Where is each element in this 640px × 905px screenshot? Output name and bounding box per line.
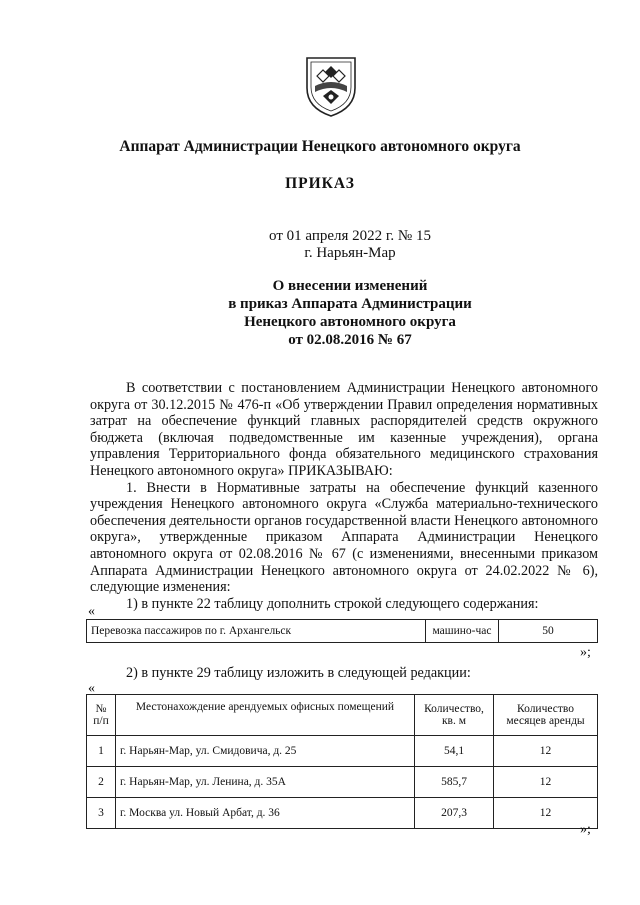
subject-line: в приказ Аппарата Администрации bbox=[228, 296, 472, 312]
table-row bbox=[87, 620, 598, 643]
order-body-2 bbox=[90, 665, 598, 682]
table-cell: 2 bbox=[87, 767, 116, 798]
document-type: ПРИКАЗ bbox=[285, 175, 355, 192]
table-cell: г. Нарьян-Мар, ул. Смидовича, д. 25 bbox=[116, 736, 415, 767]
table-row bbox=[87, 736, 598, 767]
order-city: г. Нарьян-Мар bbox=[304, 245, 396, 261]
table-cell: 50 bbox=[499, 620, 598, 643]
subject-line: О внесении изменений bbox=[272, 278, 428, 294]
paragraph-subitem-1: 1) в пункте 22 таблицу дополнить строкой следующего содержания: bbox=[126, 595, 539, 612]
organization-title: Аппарат Администрации Ненецкого автономного округа bbox=[119, 138, 521, 155]
table-cell: 207,3 bbox=[415, 798, 494, 829]
coat-of-arms-emblem bbox=[303, 52, 359, 118]
order-subject bbox=[30, 277, 640, 349]
quote-close: »; bbox=[580, 645, 591, 660]
quote-close: »; bbox=[580, 822, 591, 837]
order-date-number: от 01 апреля 2022 г. № 15 bbox=[269, 228, 431, 244]
table-cell: 12 bbox=[494, 798, 598, 829]
paragraph-preamble: В соответствии с постановлением Администрации Ненецкого автономного округа от 30.12.2015 № 476-п «Об утверждении Правил определения нормативных затрат на обеспечение функций главных распорядителей средств окружного бюджета (включая подведомственные им казенные учреждения), органа управления Территориального фонда обязательного медицинского страхования Ненецкого автономного округа» ПРИКАЗЫВАЮ: bbox=[90, 380, 598, 479]
paragraph-subitem-2: 2) в пункте 29 таблицу изложить в следующей редакции: bbox=[126, 665, 471, 681]
quote-open: « bbox=[88, 681, 95, 696]
table-cell: 585,7 bbox=[415, 767, 494, 798]
table-header-row bbox=[87, 695, 598, 736]
column-header: Количество месяцев аренды bbox=[494, 695, 598, 736]
table-cell: 12 bbox=[494, 736, 598, 767]
table-cell: 1 bbox=[87, 736, 116, 767]
table-cell: машино-час bbox=[426, 620, 499, 643]
table-row bbox=[87, 767, 598, 798]
order-body bbox=[90, 380, 598, 612]
column-header: Количество, кв. м bbox=[415, 695, 494, 736]
transport-table bbox=[86, 619, 598, 643]
column-header: Местонахождение арендуемых офисных помещений bbox=[116, 695, 415, 736]
table-row bbox=[87, 798, 598, 829]
paragraph-item-1: 1. Внести в Нормативные затраты на обеспечение функций казенного учреждения Ненецкого автономного округа «Служба материально-технического обеспечения деятельности органов государственной власти Ненецкого автономного округа», утвержденные приказом Аппарата Администрации Ненецкого автономного округа от 02.08.2016 № 67 (с изменениями, внесенными приказом Аппарата Администрации Ненецкого автономного округа от 24.02.2022 № 6), следующие изменения: bbox=[90, 479, 598, 596]
table-cell: 3 bbox=[87, 798, 116, 829]
table-cell: 54,1 bbox=[415, 736, 494, 767]
column-header: № п/п bbox=[87, 695, 116, 736]
subject-line: от 02.08.2016 № 67 bbox=[288, 332, 412, 348]
table-cell: 12 bbox=[494, 767, 598, 798]
table-cell: Перевозка пассажиров по г. Архангельск bbox=[87, 620, 426, 643]
table-cell: г. Москва ул. Новый Арбат, д. 36 bbox=[116, 798, 415, 829]
quote-open: « bbox=[88, 604, 95, 619]
table-cell: г. Нарьян-Мар, ул. Ленина, д. 35А bbox=[116, 767, 415, 798]
office-rent-table bbox=[86, 694, 598, 829]
subject-line: Ненецкого автономного округа bbox=[244, 314, 456, 330]
